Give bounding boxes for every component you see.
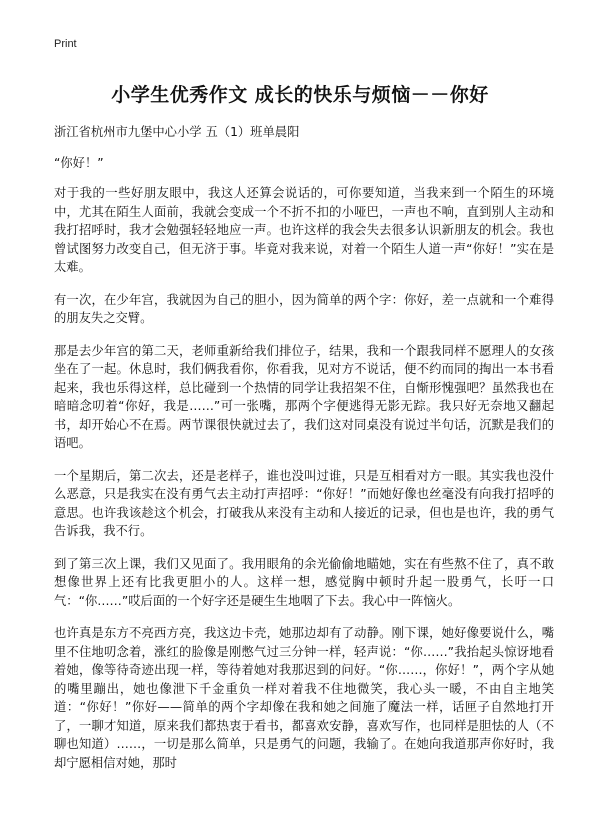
article-byline: 浙江省杭州市九堡中心小学 五（1）班单晨阳 — [54, 125, 300, 139]
article-body — [54, 123, 554, 786]
print-link[interactable]: Print — [54, 38, 77, 50]
paragraph: 也许真是东方不亮西方亮，我这边卡壳，她那边却有了动静。刚下课，她好像要说什么，嘴里不住地叨念着，涨红的脸像是刚憋气过三分钟一样，轻声说：“你……”我抬起头惊讶地看着她，像等待奇迹出现一样，等待着她对我那迟到的问好。“你……，你好！”，两个字从她的嘴里蹦出，她也像泄下千金重负一样对着我不住地微笑，我心头一暖，不由自主地笑道：“你好！”你好——简单的两个字却像在我和她之间施了魔法一样，话匣子自然地打开了，一聊才知道，原来我们都热衷于看书，都喜欢安静，喜欢写作，也同样是胆怯的人（不聊也知道）……，一切是那么简单，只是勇气的问题，我输了。在她向我道那声你好时，我却宁愿相信对她，那时 — [54, 626, 554, 770]
paragraph: 对于我的一些好朋友眼中，我这人还算会说话的，可你要知道，当我来到一个陌生的环境中，尤其在陌生人面前，我就会变成一个不折不扣的小哑巴，一声也不响，直到别人主动和我打招呼时，我才会勉强轻轻地应一声。也许这样的我会失去很多认识新朋友的机会。我也曾试图努力改变自己，但无济于事。毕竟对我来说，对着一个陌生人道一声“你好！”实在是太难。 — [54, 186, 554, 274]
paragraph: 到了第三次上课，我们又见面了。我用眼角的余光偷偷地瞄她，实在有些熬不住了，真不敢想像世界上还有比我更胆小的人。这样一想，感觉胸中顿时升起一股勇气，长吁一口气：“你……”哎后面的一个好字还是硬生生地咽了下去。我心中一阵恼火。 — [54, 556, 554, 608]
paragraph: 一个星期后，第二次去，还是老样子，谁也没叫过谁，只是互相看对方一眼。其实我也没什么恶意，只是我实在没有勇气去主动打声招呼：“你好！”而她好像也丝毫没有向我打招呼的意思。也许我该趁这个机会，打破我从来没有主动和人接近的记录，但也是也许，我的勇气告诉我，我不行。 — [54, 468, 554, 538]
paragraph: 那是去少年宫的第二天，老师重新给我们排位子，结果，我和一个跟我同样不愿理人的女孩坐在了一起。休息时，我们俩我看你，你看我，见对方不说话，便不约而同的掏出一本书看起来，我也乐得这样，总比碰到一个热情的同学让我招架不住，自惭形愧强吧？虽然我也在暗暗念叨着“你好，我是……”可一张嘴，那两个字便逃得无影无踪。我只好无奈地又翻起书，却开始心不在焉。两节课很快就过去了，我们这对同桌没有说过半句话，沉默是我们的语吧。 — [54, 343, 554, 450]
article-title: 小学生优秀作文 成长的快乐与烦恼－－你好 — [111, 84, 489, 106]
article-quote: “你好！” — [54, 155, 104, 170]
paragraph: 有一次，在少年宫，我就因为自己的胆小，因为简单的两个字：你好，差一点就和一个难得的朋友失之交臂。 — [54, 292, 554, 325]
